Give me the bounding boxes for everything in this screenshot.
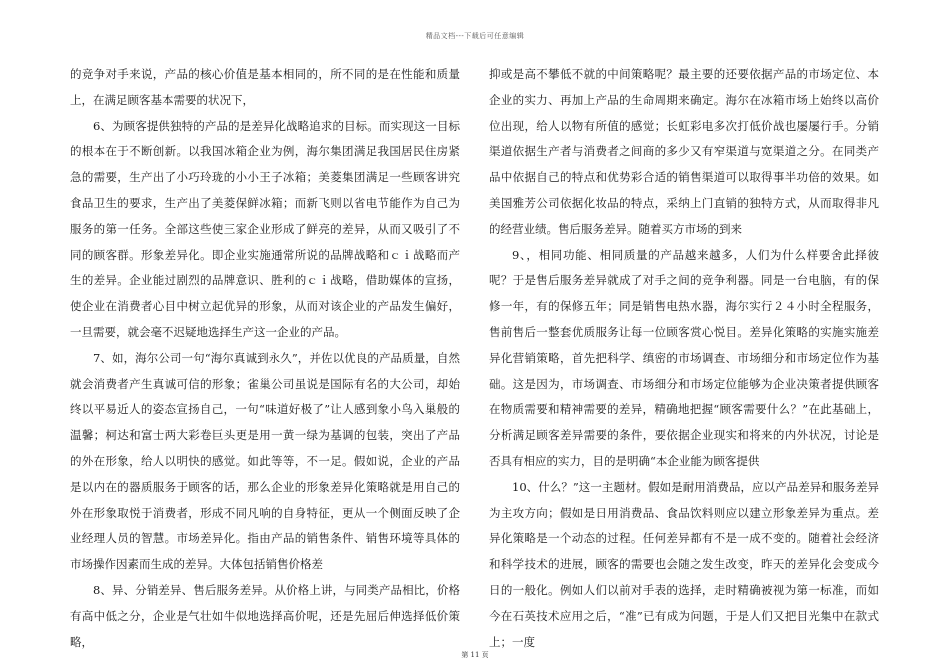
page-header: 精品文档---下载后可任意编辑 — [425, 32, 525, 40]
right-column — [489, 62, 879, 655]
page-number: 第 11 页 — [461, 651, 489, 659]
left-column — [70, 62, 460, 655]
paragraph: 的竞争对手来说，产品的核心价值是基本相同的，所不同的是在性能和质量上，在满足顾客基本需要的状况下， — [70, 67, 460, 107]
paragraph: 6、为顾客提供独特的产品的是差异化战略追求的目标。而实现这一目标的根本在于不断创新。以我国冰箱企业为例，海尔集团满足我国居民住房紧急的需要，生产出了小巧玲珑的小小王子冰箱；美菱集团满足一些顾客讲究食品卫生的要求，生产出了美菱保鲜冰箱；而新飞则以省电节能作为自己为服务的第一任务。全部这些使三家企业形成了鲜亮的差异，从而又吸引了不同的顾客群。形象差异化。即企业实施通常所说的品牌战略和ｃｉ战略而产生的差异。企业能过剧烈的品牌意识、胜利的ｃｉ战略，借助媒体的宣扬，使企业在消费者心目中树立起优异的形象，从而对该企业的产品发生偏好，一旦需要，就会毫不迟疑地选择生产这一企业的产品。 — [70, 118, 460, 339]
paragraph: 8、异、分销差异、售后服务差异。从价格上讲，与同类产品相比，价格有高中低之分，企业是气壮如牛似地选择高价呢，还是先屈后伸选择低价策略， — [70, 582, 460, 649]
paragraph: 抑或是高不攀低不就的中间策略呢？最主要的还要依据产品的市场定位、本企业的实力、再加上产品的生命周期来确定。海尔在冰箱市场上始终以高价位出现，给人以物有所值的感觉；长虹彩电多次打低价战也屡屡行手。分销渠道依据生产者与消费者之间商的多少又有窄渠道与宽渠道之分。在同类产品中依据自己的特点和优势彩合适的销售渠道可以取得事半功倍的效果。如美国雅芳公司依据化妆品的特点，采纳上门直销的独特方式，从而取得非凡的经营业绩。售后服务差异。随着买方市场的到来 — [489, 67, 879, 236]
paragraph: 7、如，海尔公司一句“海尔真诚到永久”，并佐以优良的产品质量，自然就会消费者产生真诚可信的形象；雀巢公司虽说是国际有名的大公司，却始终以平易近人的姿态宣扬自己，一句“味道好极了”让人感到象小鸟入巢般的温馨；柯达和富士两大彩卷巨头更是用一黄一绿为基调的包装，突出了产品的外在形象，给人以明快的感觉。如此等等，不一足。假如说，企业的产品是以内在的器质服务于顾客的话，那么企业的形象差异化策略就是用自己的外在形象取悦于消费者，形成不同凡响的自身特征，更从一个侧面反映了企业经理人员的智慧。市场差异化。指由产品的销售条件、销售环境等具体的市场操作因素而生成的差异。大体包括销售价格差 — [70, 350, 460, 572]
paragraph: 10、什么？”这一主题材。假如是耐用消费品，应以产品差异和服务差异为主攻方向；假如是日用消费品、食品饮料则应以建立形象差异为重点。差异化策略是一个动态的过程。任何差异都有不是一成不变的。随着社会经济和科学技术的进展，顾客的需要也会随之发生改变，昨天的差异化会变成今日的一般化。例如人们以前对手表的选择，走时精确被视为第一标准，而如今在石英技术应用之后，“准”已有成为问题，于是人们又把目光集中在款式上；一度 — [489, 479, 879, 649]
paragraph: 9、，相同功能、相同质量的产品越来越多，人们为什么样要舍此择彼呢？于是售后服务差异就成了对手之间的竞争利器。同是一台电脑，有的保修一年，有的保修五年；同是销售电热水器，海尔实行２４小时全程服务，售前售后一整套优质服务让每一位顾客赏心悦目。差异化策略的实施实施差异化营销策略，首先把科学、缜密的市场调查、市场细分和市场定位作为基础。这是因为，市场调查、市场细分和市场定位能够为企业决策者提供顾客在物质需要和精神需要的差异，精确地把握“顾客需要什么？”在此基础上，分析满足顾客差异需要的条件，要依据企业现实和将来的内外状况，讨论是否具有相应的实力，目的是明确“本企业能为顾客提供 — [489, 247, 879, 468]
